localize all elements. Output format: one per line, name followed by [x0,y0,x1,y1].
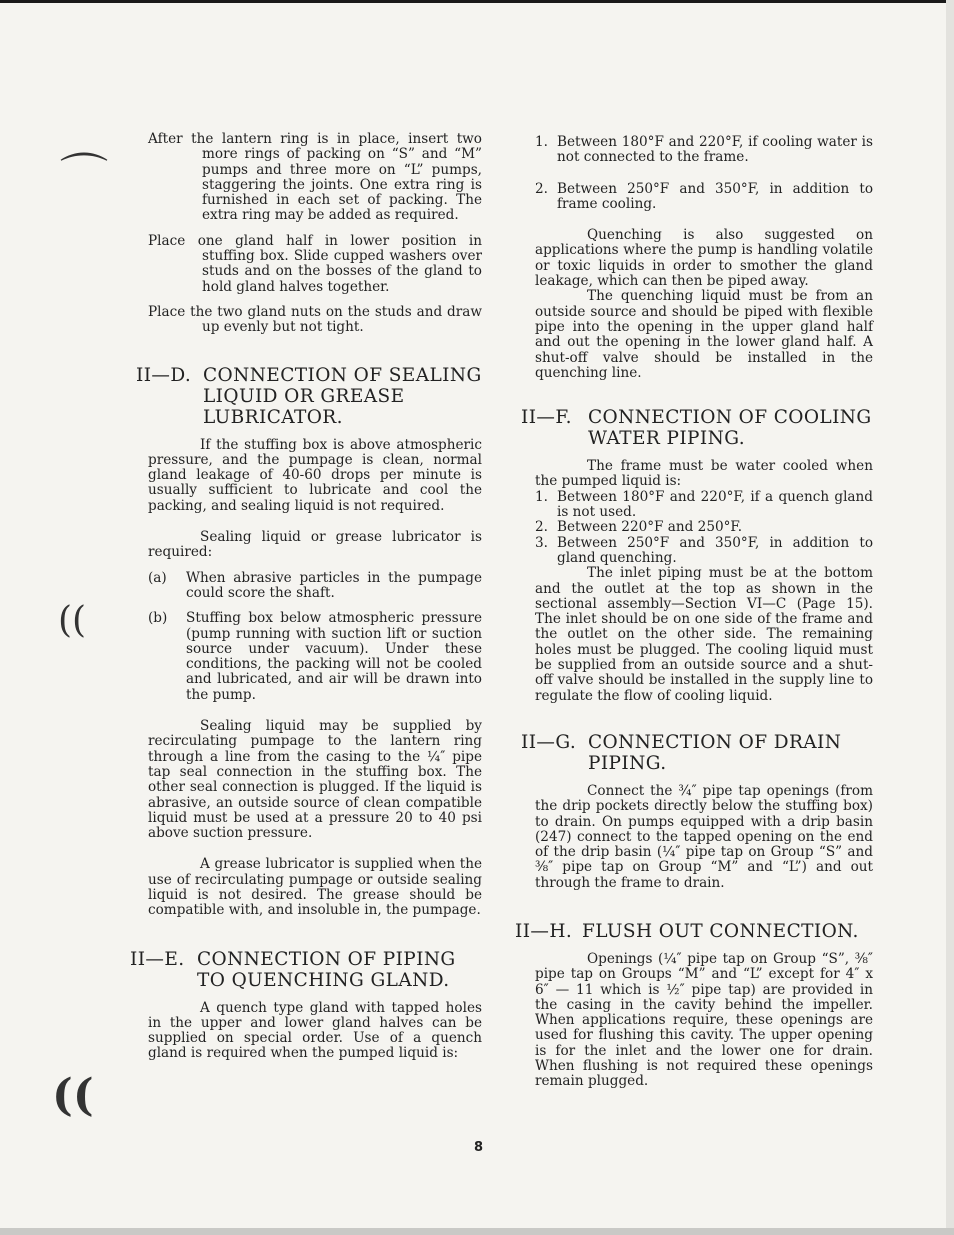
list-label: (b) [148,610,168,627]
paragraph: The quenching liquid must be from an outside source and should be piped with flexible pipe into the opening in the upper gland half and out the opening in the lower gland half. A shut-off valve should be installed in the quenching line. [535,288,873,381]
section-number: II—E. [130,948,185,970]
paragraph: If the stuffing box is above atmospheric pressure, and the pumpage is clean, normal gland leakage of 40-60 drops per minute is usually sufficient to lubricate and cool the packing, and sealing liquid is not required. [148,436,482,514]
paragraph: Sealing liquid or grease lubricator is required: [148,529,482,561]
page-edge [946,0,954,1235]
list-item [148,571,482,602]
section-title: CONNECTION OF PIPING TO QUENCHING GLAND. [197,948,456,991]
list-text: Between 250°F and 350°F, in addition to frame cooling. [557,180,873,212]
list-text: Between 250°F and 350°F, in addition to gland quenching. [557,534,873,566]
list-text: Between 220°F and 250°F. [557,519,743,536]
section-title: CONNECTION OF DRAIN PIPING. [588,731,842,774]
section-number: II—F. [521,407,572,429]
list-label: 3. [535,534,548,551]
list-item [148,611,482,703]
list-text: Stuffing box below atmospheric pressure (pump running with suction lift or suction source under vacuum). Under these conditions, the packing will not be cooled and lubricated, and air will be drawn into the pump. [186,610,482,703]
list-label: (a) [148,569,167,586]
section-number: II—D. [136,364,192,386]
margin-mark: (( [52,1070,94,1121]
section-title: CONNECTION OF SEALING LIQUID OR GREASE LUBRICATOR. [203,364,482,428]
list-item [535,182,873,213]
paragraph: The inlet piping must be at the bottom and the outlet at the top as shown in the sectional assembly—Section VI—C (Page 15). The inlet should be on one side of the frame and the outlet on the other side. The remaining holes must be plugged. The cooling liquid must be supplied from an outside source and a shut-off valve should be installed in the supply line to regulate the flow of cooling liquid. [535,565,873,704]
left-column [130,131,482,1062]
page-edge [0,0,954,3]
section-heading [521,732,873,774]
paragraph: Sealing liquid may be supplied by recirculating pumpage to the lantern ring through a line from the casing to the ¼″ pipe tap seal connection in the stuffing box. The other seal connection is plugged. If the liquid is abrasive, an outside source of clean compatible liquid must be used at a pressure 20 to 40 psi above suction pressure. [148,718,482,842]
list-label: 1. [535,488,548,505]
section-heading [136,365,482,428]
list-label: 2. [535,519,548,536]
page-edge [0,1228,954,1235]
list-item [535,536,873,567]
list-text: Between 180°F and 220°F, if cooling water is not connected to the frame. [557,134,873,166]
list-text: Between 180°F and 220°F, if a quench gland is not used. [557,488,873,521]
paragraph: Openings (¼″ pipe tap on Group “S”, ⅜″ pipe tap on Groups “M” and “L” except for 4″ x 6″ — 11 which is ½″ pipe tap) are provided in the casing in the cavity behind the impeller. When applications require, these openings are used for flushing this cavity. The upper opening is for the inlet and the lower one for drain. When flushing is not required these openings remain plugged. [535,950,873,1090]
paragraph: Connect the ¾″ pipe tap openings (from the drip pockets directly below the stuffing box) to drain. On pumps equipped with a drip basin (247) connect to the tapped opening on the end of the drip basin (¼″ pipe tap on Group “S” and ⅜″ pipe tap on Group “M” and “L”) and out through the frame to drain. [535,782,873,891]
list-item [535,520,873,535]
margin-mark: (( [58,600,87,641]
section-number: II—H. [515,920,573,942]
page-number: 8 [474,1140,484,1155]
paragraph: Quenching is also suggested on applications where the pump is handling volatile or toxic liquids in order to smother the gland leakage, which can then be piped away. [535,227,873,290]
list-label: 1. [535,134,548,150]
margin-mark: ⌒ [60,149,109,205]
section-heading [521,407,873,449]
list-item [535,135,873,166]
list-text: When abrasive particles in the pumpage could score the shaft. [186,569,482,601]
section-heading [515,921,873,942]
paragraph: A grease lubricator is supplied when the use of recirculating pumpage or outside sealing liquid is not desired. The grease should be compatible with, and insoluble in, the pumpage. [148,856,482,919]
paragraph: A quench type gland with tapped holes in the upper and lower gland halves can be supplied on special order. Use of a quench gland is required when the pumped liquid is: [148,999,482,1062]
section-title: CONNECTION OF COOLING WATER PIPING. [588,407,872,450]
paragraph: After the lantern ring is in place, insert two more rings of packing on “S” and “M” pumps and three more on “L” pumps, staggering the joints. One extra ring is furnished in each set of packing. The extra ring may be added as required. [148,131,482,224]
paragraph: Place one gland half in lower position in stuffing box. Slide cupped washers over studs and on the bosses of the gland to hold gland halves together. [148,232,482,295]
section-heading [130,949,482,991]
paragraph: The frame must be water cooled when the pumped liquid is: [535,458,873,490]
list-item [535,490,873,521]
section-title: FLUSH OUT CONNECTION. [582,920,859,942]
paragraph: Place the two gland nuts on the studs and draw up evenly but not tight. [148,303,482,336]
list-label: 2. [535,180,548,197]
right-column [515,134,873,1090]
section-number: II—G. [521,731,577,753]
